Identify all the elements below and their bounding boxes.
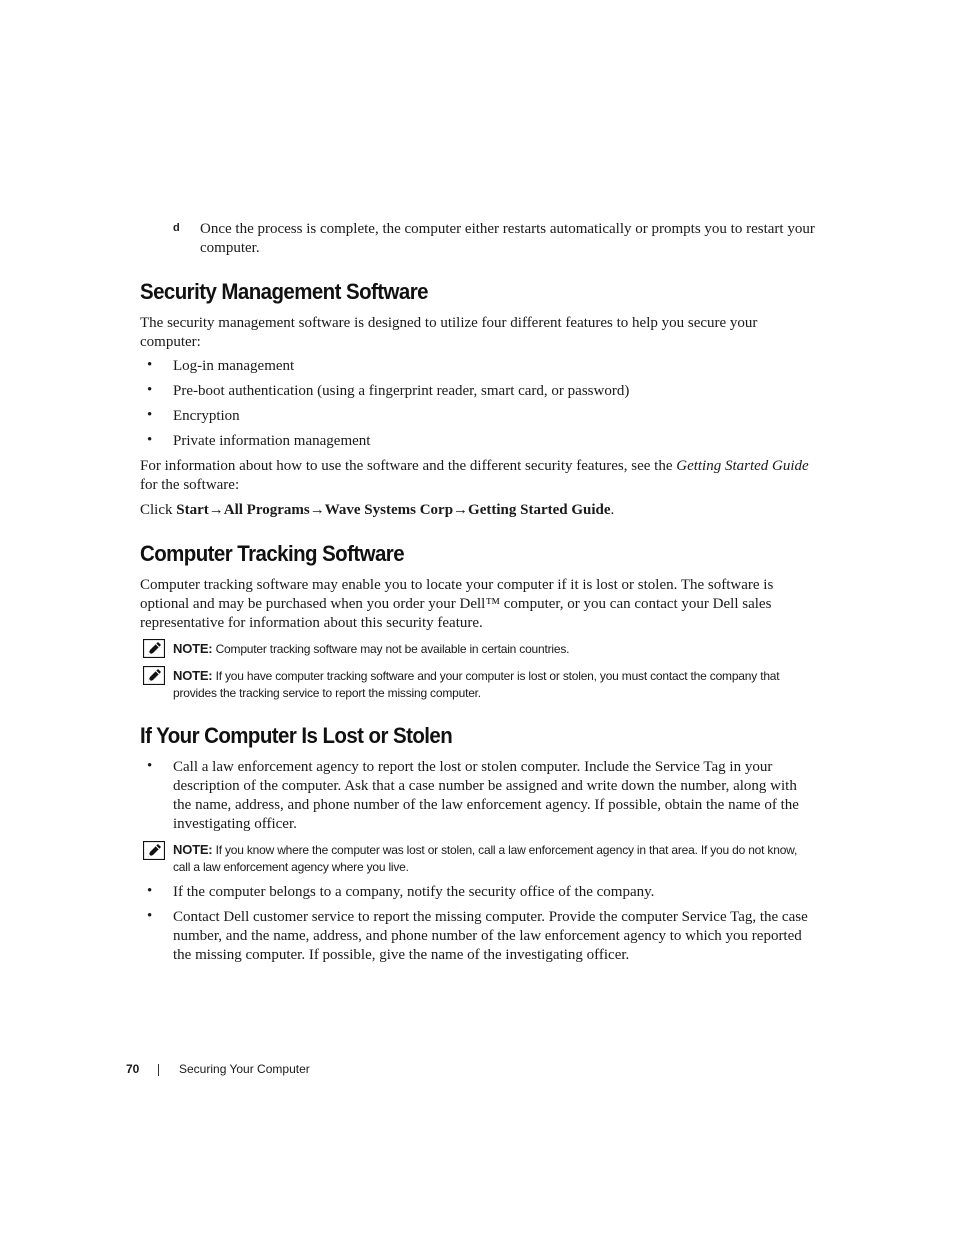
note-pencil-icon [143, 841, 165, 860]
step-d-text: Once the process is complete, the computer either restarts automatically or prompts you to restart your computer. [200, 221, 815, 256]
click-path-instruction [140, 501, 812, 520]
menu-path-getting-started: Getting Started Guide [468, 502, 611, 518]
note-pencil-icon [143, 666, 165, 685]
click-suffix: . [610, 502, 615, 518]
note-text: Computer tracking software may not be available in certain countries. [212, 642, 570, 656]
note-text: If you know where the computer was lost or stolen, call a law enforcement agency in that area. If you do not know, call a law enforcement agency where you live. [173, 843, 798, 874]
menu-path-wave-systems: Wave Systems Corp [324, 502, 454, 518]
security-info-post: for the software: [140, 477, 240, 493]
arrow-icon: → [309, 502, 325, 518]
arrow-icon: → [208, 502, 224, 518]
menu-path-start: Start [176, 502, 209, 518]
note-label: NOTE: [173, 842, 213, 857]
security-bullet-private-info: Private information management [173, 433, 371, 449]
lost-bullet-law-enforcement: Call a law enforcement agency to report the lost or stolen computer. Include the Service Tag in your description of the computer. Ask that a case number be assigned and write down the number, along with the name, address, and phone number of the law enforcement agency. If possible, obtain the name of the investigating officer. [173, 759, 799, 832]
lost-bullet-company: If the computer belongs to a company, notify the security office of the company. [173, 884, 655, 900]
footer-section-title: Securing Your Computer [179, 1062, 310, 1076]
bullet-marker: • [147, 908, 153, 924]
note-pencil-icon [143, 639, 165, 658]
security-heading: Security Management Software [140, 279, 428, 304]
security-info-pre: For information about how to use the software and the different security features, see the [140, 458, 677, 474]
bullet-marker: • [147, 758, 153, 774]
bullet-marker: • [147, 407, 153, 423]
tracking-intro: Computer tracking software may enable you to locate your computer if it is lost or stolen. The software is optional and may be purchased when you order your Dell™ computer, or you can contact your Dell sales representative for information about this security feature. [140, 577, 774, 631]
page-number: 70 [126, 1062, 140, 1076]
footer-divider [158, 1064, 159, 1076]
click-prefix: Click [140, 502, 177, 518]
tracking-note-2 [173, 667, 815, 702]
security-intro: The security management software is designed to utilize four different features to help you secure your computer: [140, 315, 758, 350]
note-text: If you have computer tracking software and your computer is lost or stolen, you must contact the company that provides the tracking service to report the missing computer. [173, 669, 780, 700]
lost-stolen-heading: If Your Computer Is Lost or Stolen [140, 723, 453, 748]
tracking-heading: Computer Tracking Software [140, 541, 405, 566]
step-marker: d [173, 222, 180, 234]
lost-bullet-dell-service: Contact Dell customer service to report the missing computer. Provide the computer Service Tag, the case number, and the name, address, and phone number of the law enforcement agency to which you reported the missing computer. If possible, give the name of the investigating officer. [173, 909, 808, 963]
bullet-marker: • [147, 883, 153, 899]
arrow-icon: → [453, 502, 469, 518]
security-bullet-encryption: Encryption [173, 408, 240, 424]
security-bullet-preboot: Pre-boot authentication (using a fingerprint reader, smart card, or password) [173, 383, 630, 399]
security-bullet-login: Log-in management [173, 358, 295, 374]
security-info-paragraph [140, 457, 812, 495]
bullet-marker: • [147, 432, 153, 448]
note-label: NOTE: [173, 668, 213, 683]
guide-title: Getting Started Guide [676, 458, 809, 474]
bullet-marker: • [147, 382, 153, 398]
lost-note [173, 841, 815, 876]
tracking-note-1 [173, 640, 815, 658]
menu-path-all-programs: All Programs [223, 502, 310, 518]
note-label: NOTE: [173, 641, 213, 656]
bullet-marker: • [147, 357, 153, 373]
